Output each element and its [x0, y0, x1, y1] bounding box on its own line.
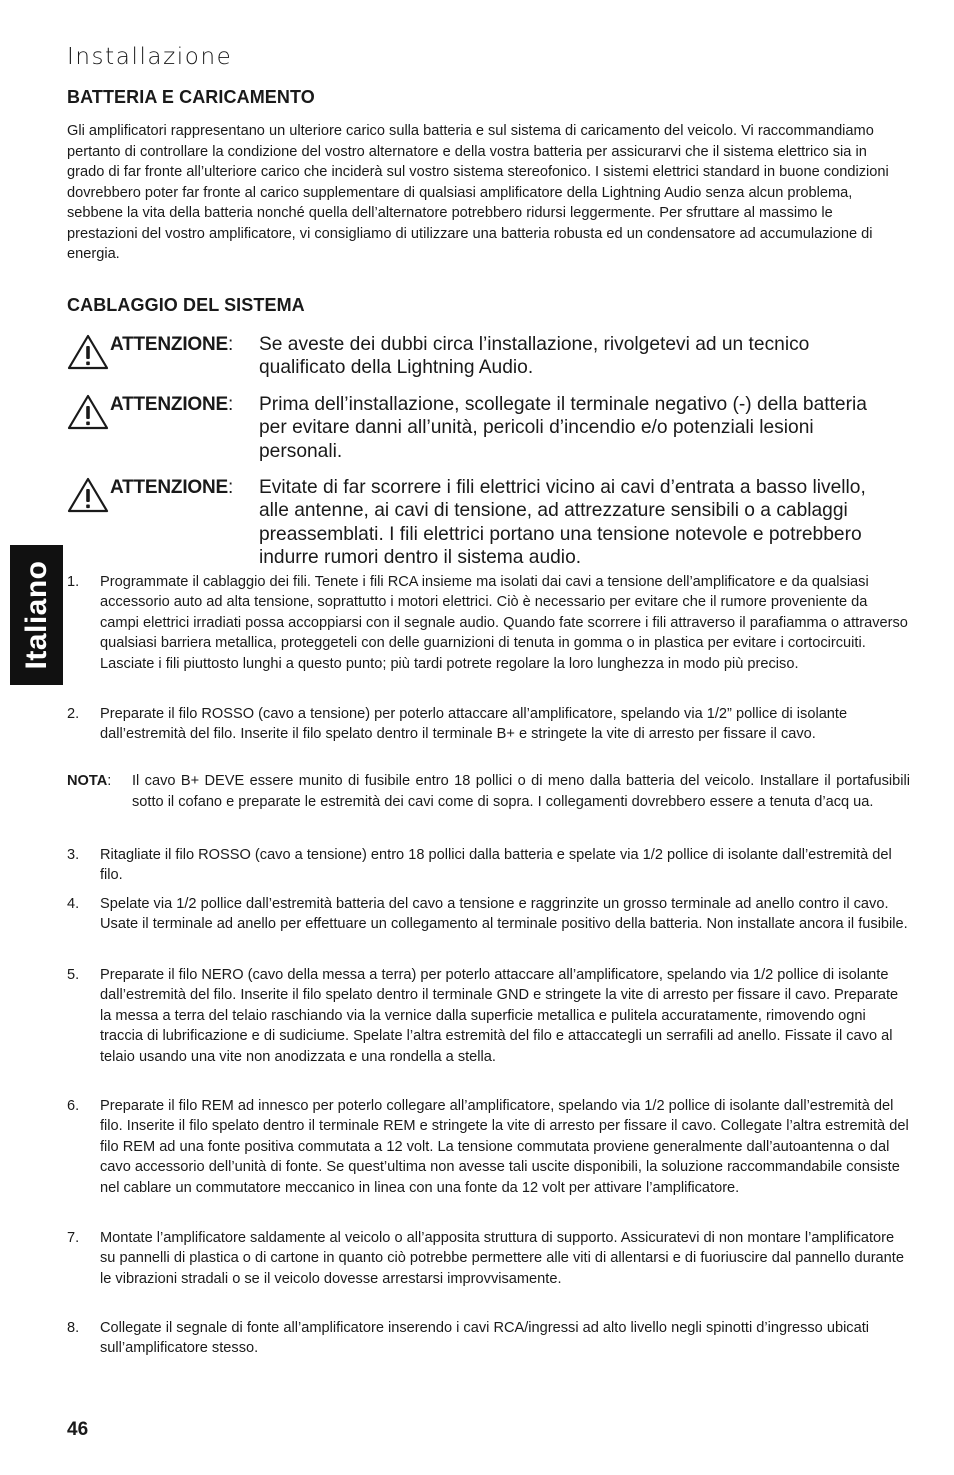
list-item-text: Montate l’amplificatore saldamente al veicolo o all’apposita struttura di supporto. Assicuratevi di non montare l’amplificatore su pannelli di plastica o di cartone in quanto ciò potrebbe permettere alle viti di allentarsi e di fuoriuscire dal pannello durante le vibrazioni stradali o se il veicolo dovesse arrestarsi improvvisamente. — [100, 1230, 904, 1287]
battery-paragraph: Gli amplificatori rappresentano un ulteriore carico sulla batteria e sul sistema di caricamento del veicolo. Vi raccommandiamo pertanto di controllare la condizione del vostro alternatore e della vostra batteria per assicurarvi che il sistema elettrico sia in grado di far fronte all’ulteriore carico che inciderà sul vostro sistema stereofonico. I sistemi elettrici standard in buone condizioni dovrebbero poter far fronte al carico supplementare di qualsiasi amplificatore della Lightning Audio senza alcun problema, sebbene la vita della batteria nonché quella dell’alternatore potrebbero ridursi leggermente. Per sfruttare al massimo le prestazioni del vostro amplificatore, vi consigliamo di utilizzare una batteria robusta ed un condensatore ad accumulazione di energia. — [67, 123, 889, 262]
page-title: Installazione — [67, 44, 233, 70]
list-item-number: 1. — [67, 574, 80, 590]
language-side-tab-label: Italiano — [19, 560, 53, 670]
warning-triangle-icon — [67, 393, 109, 430]
warning-triangle-icon — [67, 476, 109, 513]
list-item-text: Preparate il filo NERO (cavo della messa a terra) per poterlo attaccare all’amplificatore, spelando via 1/2 pollice di isolante dall’estremità del filo. Inserite il filo spelato dentro il terminale GND e stringete la vite di arresto per fissare il cavo. Preparate la messa a terra del telaio raschiando via la vernice dalla superficie metallica e pulitela accuratamente, rimovendo ogni traccia di lubrificazione e di sudiciume. Spelate l’altra estremità del filo e attaccategli un serrafili ad anello. Fissate il cavo al telaio usando una vite non anodizzata e una rondella a stella. — [100, 967, 899, 1065]
note-label: NOTA: — [67, 773, 112, 789]
list-item-text: Programmate il cablaggio dei fili. Tenete i fili RCA insieme ma isolati dai cavi a tensione dell’amplificatore e da qualsiasi accessorio auto ad alta tensione, soprattutto i motori elettrici. Ciò è necessario per evitare che il rumore proveniente da campi elettrici irradiati possa accoppiarsi con il segnale audio. Quando fate scorrere i fili attraverso il parafiamma o attraverso qualsiasi barriera metallica, proteggeteli con delle guarnizioni di tenuta in gomma o in plastica per evitare i cortocircuiti. Lasciate i fili piuttosto lunghi a questo punto; più tardi potrete regolare la loro lunghezza in modo più preciso. — [100, 574, 908, 672]
list-item-text: Ritagliate il filo ROSSO (cavo a tensione) entro 18 pollici dalla batteria e spelate via 1/2 pollice di isolante dall’estremità del filo. — [100, 847, 892, 884]
warning-label: ATTENZIONE: — [110, 334, 234, 355]
page-number: 46 — [67, 1419, 89, 1440]
warning-text: Prima dell’installazione, scollegate il terminale negativo (-) della batteria per evitare danni all’unità, pericoli d’incendio e/o potenziali lesioni personali. — [259, 394, 867, 462]
list-item-number: 8. — [67, 1320, 80, 1336]
note-text: Il cavo B+ DEVE essere munito di fusibile entro 18 pollici o di meno dalla batteria del veicolo. Installare il portafusibili sotto il cofano e preparate le estremità dei cavi come di sopra. I collegamenti dovrebbero essere a tenuta d’acq ua. — [132, 773, 910, 810]
section-heading-wiring: CABLAGGIO DEL SISTEMA — [67, 295, 305, 315]
warning-label: ATTENZIONE: — [110, 394, 234, 415]
warning-triangle-icon — [67, 333, 109, 370]
list-item-number: 3. — [67, 847, 80, 863]
list-item-text: Preparate il filo ROSSO (cavo a tensione) per poterlo attaccare all’amplificatore, spelando via 1/2” pollice di isolante dall’estremità del filo. Inserite il filo spelato dentro il terminale B+ e stringete la vite di arresto per fissare il cavo. — [100, 706, 848, 743]
language-side-tab — [10, 545, 63, 685]
list-item-number: 2. — [67, 706, 80, 722]
list-item-text: Preparate il filo REM ad innesco per poterlo collegare all’amplificatore, spelando via 1/2 pollice di isolante dall’estremità del filo. Inserite il filo spelato dentro il terminale REM e stringete la vite di arresto per fissare il cavo. Collegate l’altra estremità del filo REM ad una fonte positiva commutata a 12 volt. La tensione commutata proviene generalmente dall’autoantenna o dal cavo accessorio dell’unità di fonte. Se quest’ultima non avesse tali uscite disponibili, la soluzione raccommandabile consiste nel cablare un commutatore meccanico in linea con una fonte da 12 volt per attivare l’amplificatore. — [100, 1098, 909, 1196]
list-item-number: 5. — [67, 967, 80, 983]
list-item-number: 4. — [67, 896, 80, 912]
warning-text: Se aveste dei dubbi circa l’installazione, rivolgetevi ad un tecnico qualificato della Lightning Audio. — [259, 334, 810, 379]
list-item-number: 7. — [67, 1230, 80, 1246]
list-item-text: Collegate il segnale di fonte all’amplificatore inserendo i cavi RCA/ingressi ad alto livello negli spinotti d’ingresso ubicati sull’amplificatore stesso. — [100, 1320, 870, 1357]
warning-label: ATTENZIONE: — [110, 477, 234, 498]
list-item-number: 6. — [67, 1098, 80, 1114]
section-heading-battery: BATTERIA E CARICAMENTO — [67, 87, 315, 107]
warning-text: Evitate di far scorrere i fili elettrici vicino ai cavi d’entrata a basso livello, alle antenne, ai cavi di tensione, ad attrezzature sensibili o a cablaggi preassemblati. I fili elettrici portano una tensione notevole e potrebbero indurre rumori dentro il sistema audio. — [259, 477, 866, 568]
list-item-text: Spelate via 1/2 pollice dall’estremità batteria del cavo a tensione e raggrinzite un grosso terminale ad anello contro il cavo. Usate il terminale ad anello per effettuare un collegamento al terminale positivo della batteria. Non installate ancora il fusibile. — [100, 896, 908, 933]
